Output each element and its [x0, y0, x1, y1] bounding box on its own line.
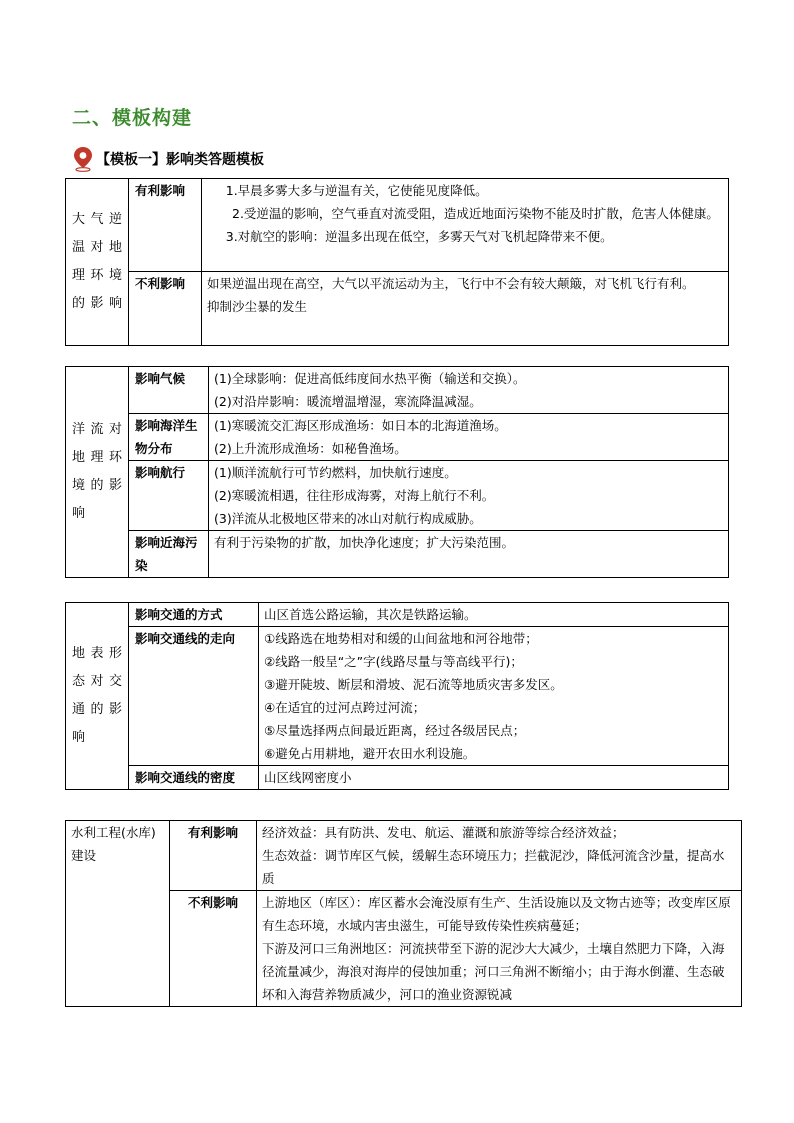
row-content: (1)全球影响：促进高低纬度间水热平衡（输送和交换）。 (2)对沿岸影响：暖流增温增湿，寒流降温减湿。 — [209, 367, 729, 414]
table-water-projects — [65, 820, 742, 1007]
row-content: 有利于污染物的扩散，加快净化速度；扩大污染范围。 — [209, 531, 729, 578]
table-row — [66, 414, 729, 461]
row-label: 影响交通线的密度 — [129, 766, 259, 790]
table-row — [66, 461, 729, 531]
template-heading-text: 【模板一】影响类答题模板 — [96, 152, 264, 168]
row-label: 影响交通的方式 — [129, 603, 259, 627]
table-row — [66, 821, 742, 891]
row-content: 1.早晨多雾大多与逆温有关，它使能见度降低。 2.受逆温的影响，空气垂直对流受阻，造成近地面污染物不能及时扩散，危害人体健康。 3.对航空的影响：逆温多出现在低空，多雾天气对飞机起降带来不便。 — [202, 179, 729, 272]
table-landform-transport — [65, 602, 729, 790]
row-content: (1)顺洋流航行可节约燃料，加快航行速度。 (2)寒暖流相遇，往往形成海雾，对海上航行不利。 (3)洋流从北极地区带来的冰山对航行构成威胁。 — [209, 461, 729, 531]
location-pin-icon — [72, 146, 94, 172]
table-row — [66, 531, 729, 578]
topic-cell: 洋流对地理环境的影响 — [66, 367, 129, 578]
table-row — [66, 367, 729, 414]
row-content: ①线路选在地势相对和缓的山间盆地和河谷地带； ②线路一般呈“之”字(线路尽量与等高线平行)； ③避开陡坡、断层和滑坡、泥石流等地质灾害多发区。 ④在适宜的过河点跨过河流； ⑤尽量选择两点间最近距离，经过各级居民点； ⑥避免占用耕地，避开农田水利设施。 — [259, 627, 729, 766]
table-row — [66, 272, 729, 346]
row-content: 山区线网密度小 — [259, 766, 729, 790]
table-row — [66, 627, 729, 766]
row-content: (1)寒暖流交汇海区形成渔场：如日本的北海道渔场。 (2)上升流形成渔场：如秘鲁渔场。 — [209, 414, 729, 461]
row-label: 有利影响 — [170, 821, 257, 891]
row-label: 影响海洋生物分布 — [129, 414, 209, 461]
row-label: 影响交通线的走向 — [129, 627, 259, 766]
table-ocean-currents — [65, 366, 729, 578]
row-content: 山区首选公路运输，其次是铁路运输。 — [259, 603, 729, 627]
row-label: 有利影响 — [129, 179, 202, 272]
row-label: 不利影响 — [170, 891, 257, 1007]
table-row — [66, 766, 729, 790]
row-label: 影响航行 — [129, 461, 209, 531]
section-title: 二、模板构建 — [72, 107, 193, 129]
topic-cell: 水利工程(水库)建设 — [66, 821, 170, 1007]
topic-cell: 地表形态对交通的影响 — [66, 603, 129, 790]
row-label: 影响近海污染 — [129, 531, 209, 578]
table-inversion — [65, 178, 729, 346]
row-label: 不利影响 — [129, 272, 202, 346]
row-content: 上游地区（库区）：库区蓄水会淹没原有生产、生活设施以及文物古迹等；改变库区原有生态环境，水域内害虫滋生，可能导致传染性疾病蔓延； 下游及河口三角洲地区：河流挟带至下游的泥沙大大减少，土壤自然肥力下降，入海径流量减少，海浪对海岸的侵蚀加重；河口三角洲不断缩小；由于海水倒灌、生态破坏和入海营养物质减少，河口的渔业资源锐减 — [257, 891, 742, 1007]
row-content: 如果逆温出现在高空，大气以平流运动为主，飞行中不会有较大颠簸，对飞机飞行有利。 抑制沙尘暴的发生 — [202, 272, 729, 346]
topic-cell: 大气逆温对地理环境的影响 — [66, 179, 129, 346]
row-label: 影响气候 — [129, 367, 209, 414]
row-content: 经济效益：具有防洪、发电、航运、灌溉和旅游等综合经济效益； 生态效益：调节库区气候，缓解生态环境压力；拦截泥沙，降低河流含沙量，提高水质 — [257, 821, 742, 891]
table-row — [66, 603, 729, 627]
template-heading — [72, 146, 264, 172]
table-row — [66, 179, 729, 272]
